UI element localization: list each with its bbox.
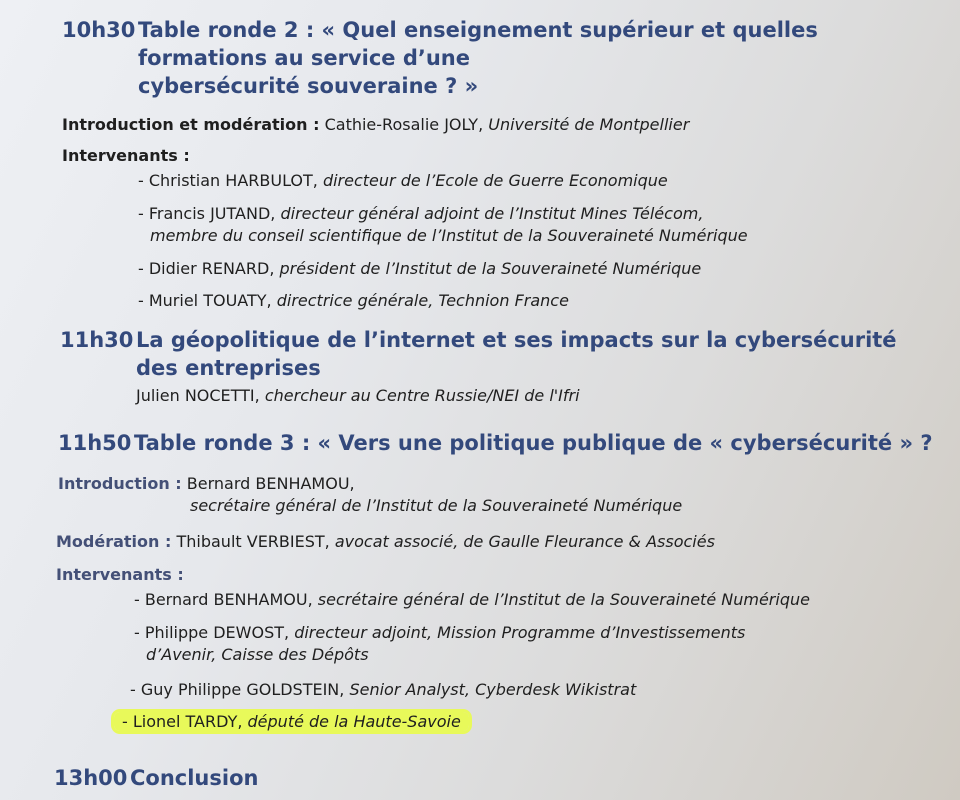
- intro-name: Cathie-Rosalie JOLY,: [324, 115, 484, 134]
- session-1-title-line-2: formations au service d’une: [138, 46, 470, 70]
- session-3-title-line-1: Table ronde 3 : « Vers une politique publique de « cybersécurité » ?: [134, 431, 933, 455]
- intro-role: Université de Montpellier: [488, 115, 690, 134]
- moderation-name: Thibault VERBIEST,: [176, 532, 330, 551]
- speaker-name: - Bernard BENHAMOU,: [134, 590, 313, 609]
- speaker-item: [134, 622, 745, 666]
- speaker-role: chercheur au Centre Russie/NEI de l'Ifri: [264, 386, 580, 405]
- speaker-role: député de la Haute-Savoie: [247, 712, 461, 731]
- session-2-title-line-2: des entreprises: [136, 356, 321, 380]
- speaker-role: directrice générale, Technion France: [276, 291, 569, 310]
- speaker-item: [134, 589, 810, 611]
- session-1-title-line-3: cybersécurité souveraine ? »: [138, 74, 479, 98]
- speaker-role: Senior Analyst, Cyberdesk Wikistrat: [349, 680, 637, 699]
- session-4-time: 13h00: [54, 766, 128, 790]
- session-1-title: [62, 16, 818, 100]
- speaker-name: - Didier RENARD,: [138, 259, 275, 278]
- intro-label: Introduction et modération :: [62, 115, 320, 134]
- moderation-role: avocat associé, de Gaulle Fleurance & Associés: [334, 532, 715, 551]
- speaker-role: secrétaire général de l’Institut de la Souveraineté Numérique: [317, 590, 810, 609]
- session-4-title-line-1: Conclusion: [130, 766, 259, 790]
- speaker-item: [138, 203, 748, 247]
- speaker-role-continued: d’Avenir, Caisse des Dépôts: [146, 645, 369, 664]
- speaker-item: [138, 170, 668, 192]
- speaker-role: président de l’Institut de la Souveraineté Numérique: [279, 259, 702, 278]
- intro-name: Bernard BENHAMOU,: [186, 474, 355, 493]
- session-3-intro: [58, 473, 682, 517]
- intro-label: Introduction :: [58, 474, 182, 493]
- session-3-speakers-label: Intervenants :: [56, 565, 184, 584]
- session-3-title: [58, 429, 933, 457]
- speaker-name: - Lionel TARDY,: [122, 712, 243, 731]
- speaker-role: directeur général adjoint de l’Institut Mines Télécom,: [280, 204, 704, 223]
- session-3-time: 11h50: [58, 431, 132, 455]
- speaker-name: - Francis JUTAND,: [138, 204, 276, 223]
- session-3-moderation: [56, 531, 715, 553]
- speaker-name: - Philippe DEWOST,: [134, 623, 290, 642]
- session-1-intro: [62, 114, 689, 136]
- speaker-role: directeur de l’Ecole de Guerre Economique: [322, 171, 668, 190]
- speaker-name: - Christian HARBULOT,: [138, 171, 318, 190]
- speaker-role: directeur adjoint, Mission Programme d’Investissements: [294, 623, 746, 642]
- session-2-speaker: [136, 385, 580, 407]
- speaker-item-highlighted: [114, 711, 469, 733]
- speaker-name: Julien NOCETTI,: [136, 386, 260, 405]
- moderation-label: Modération :: [56, 532, 172, 551]
- speaker-name: - Guy Philippe GOLDSTEIN,: [130, 680, 345, 699]
- session-2-title-line-1: La géopolitique de l’internet et ses impacts sur la cybersécurité: [136, 328, 897, 352]
- session-2-time: 11h30: [60, 328, 134, 352]
- speaker-item: [138, 290, 569, 312]
- highlight-marker: [114, 712, 469, 731]
- session-1-time: 10h30: [62, 18, 136, 42]
- speaker-role-continued: membre du conseil scientifique de l’Institut de la Souveraineté Numérique: [150, 226, 748, 245]
- session-1-speakers-label: Intervenants :: [62, 146, 190, 165]
- session-1-title-line-1: Table ronde 2 : « Quel enseignement supérieur et quelles: [138, 18, 818, 42]
- speaker-name: - Muriel TOUATY,: [138, 291, 272, 310]
- speaker-item: [138, 258, 701, 280]
- session-4-title: [54, 764, 258, 792]
- speaker-item: [130, 679, 636, 701]
- intro-role: secrétaire général de l’Institut de la Souveraineté Numérique: [190, 496, 683, 515]
- session-2-title: [60, 326, 897, 382]
